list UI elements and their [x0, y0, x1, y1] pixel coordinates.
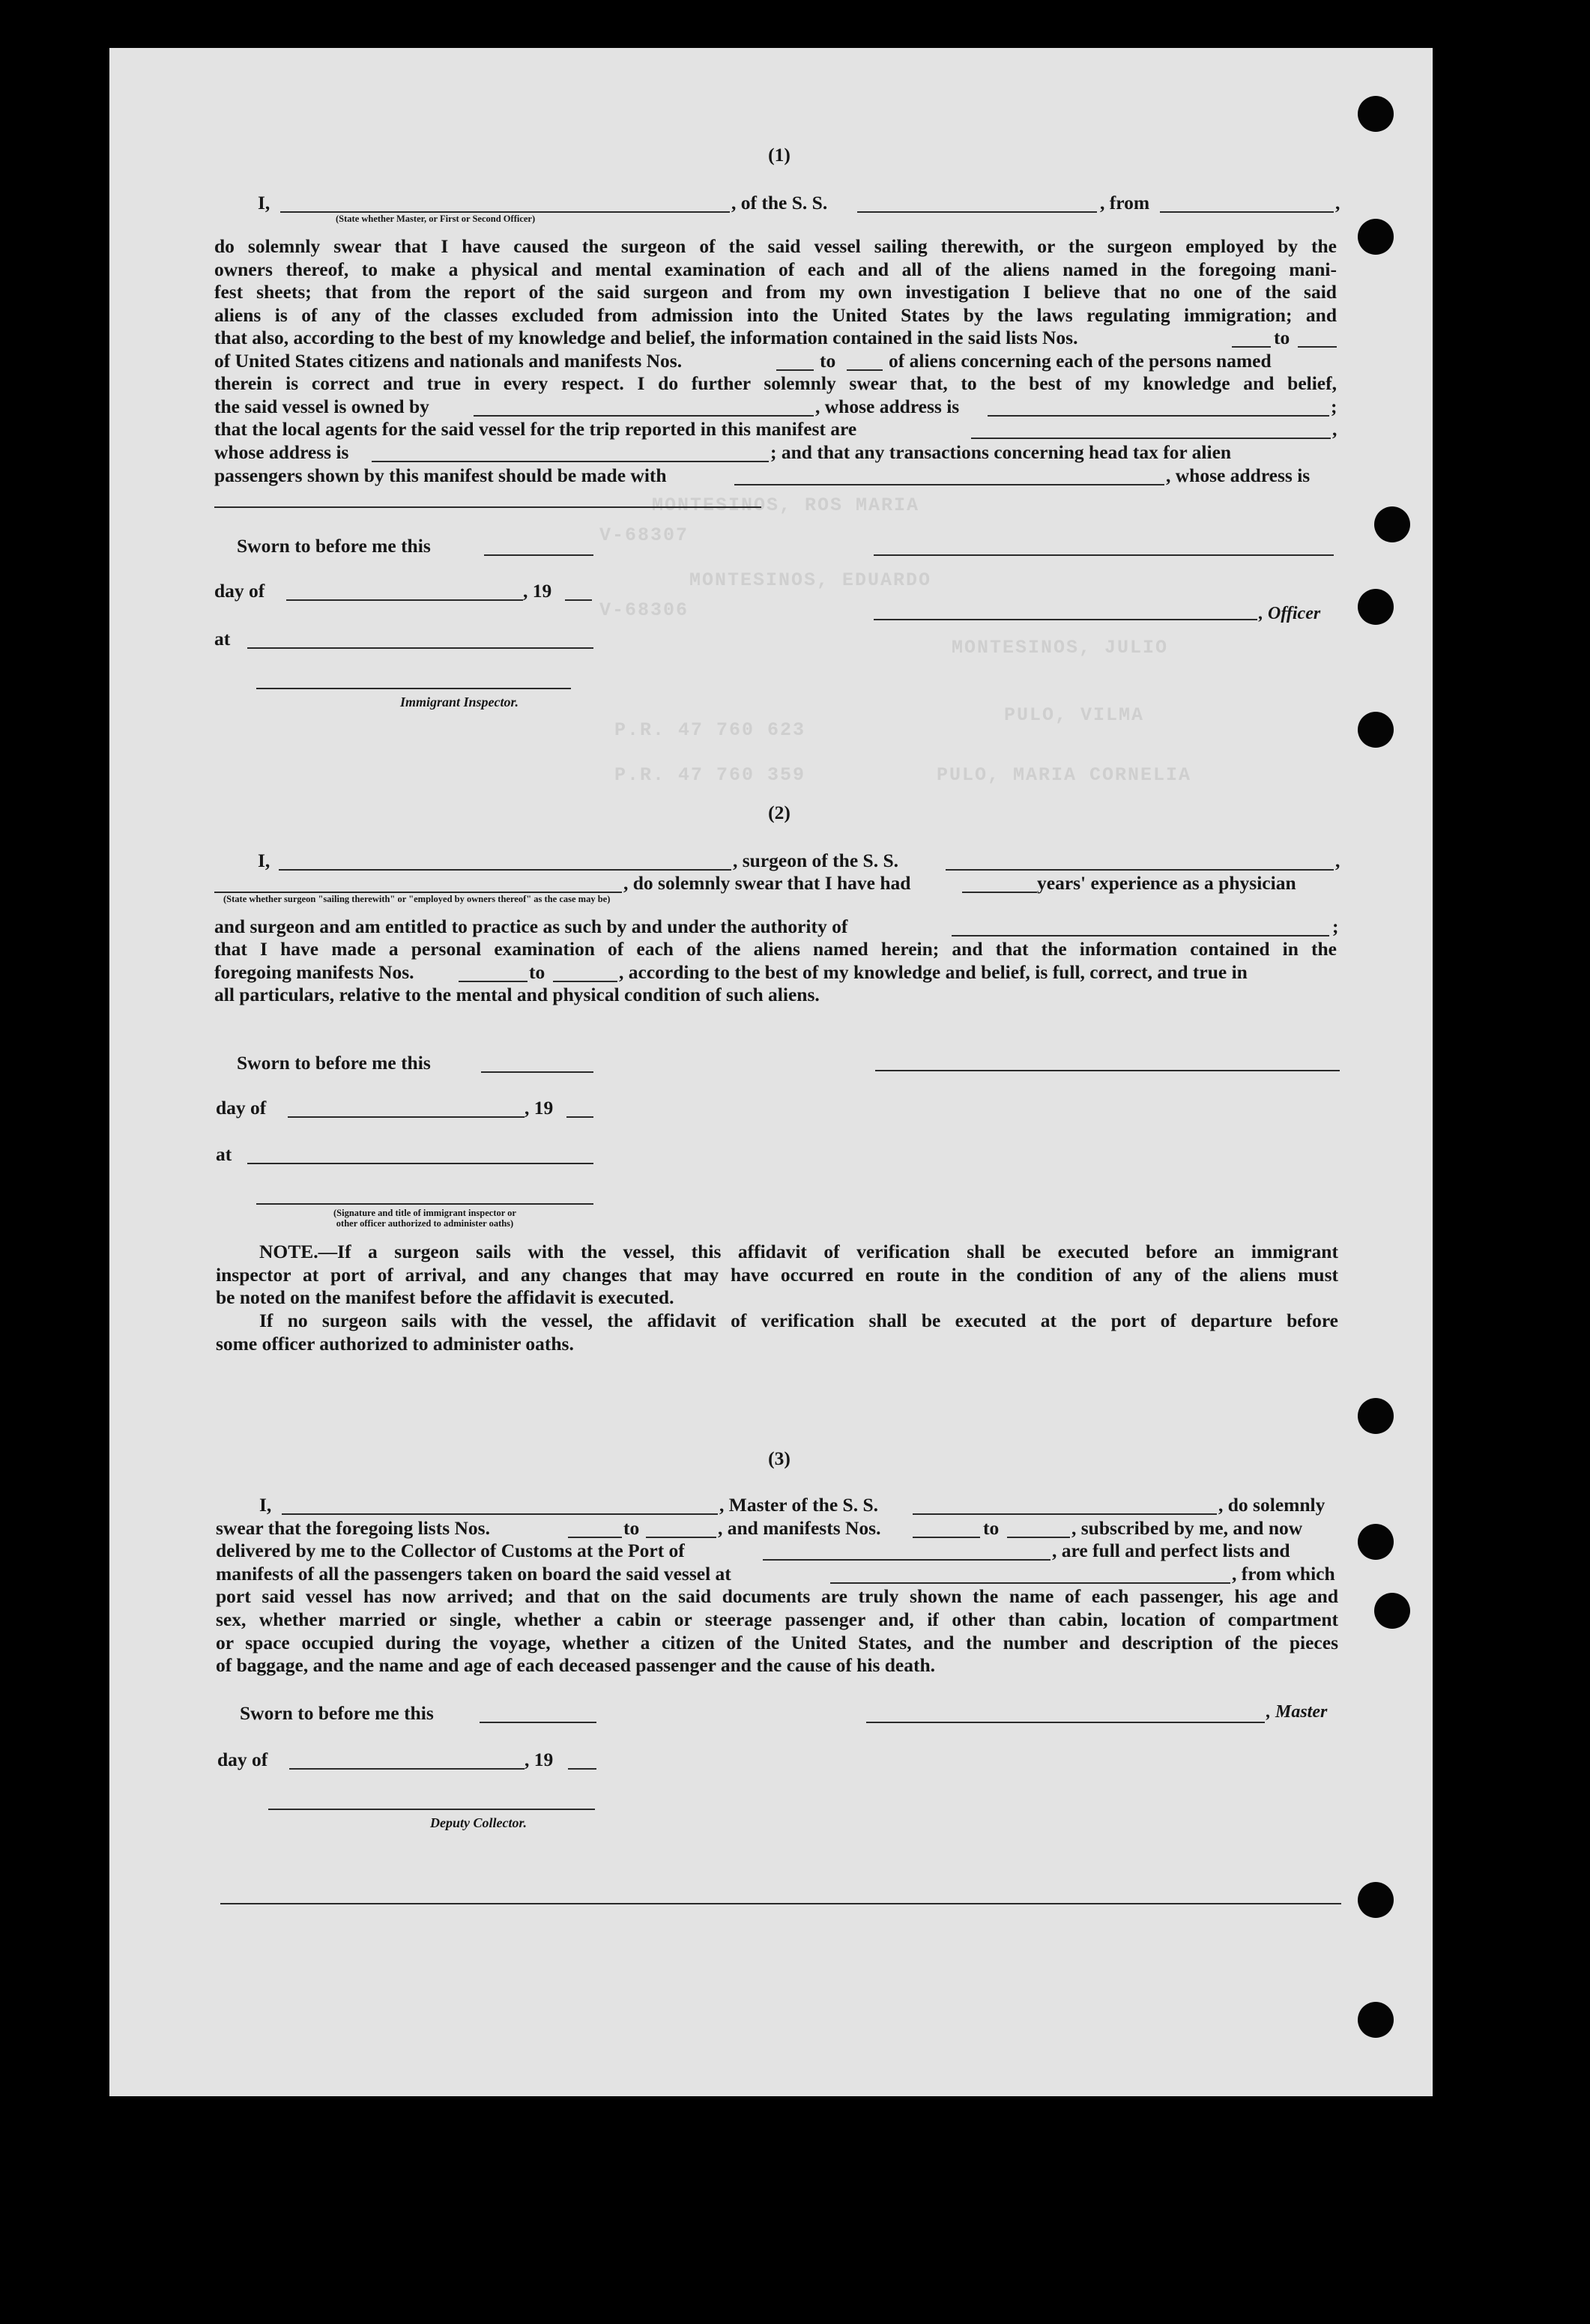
surgeon-manifests-label: foregoing manifests Nos. [214, 961, 414, 983]
administering-officer-signature-line[interactable] [256, 1203, 593, 1205]
at-blank[interactable] [247, 647, 593, 649]
punct: , [1335, 192, 1340, 214]
master-oath-line: port said vessel has now arrived; and that on the said documents are truly shown the name of each passenger, his age and [216, 1585, 1338, 1607]
inspector-signature-line[interactable] [256, 688, 571, 689]
to-label: to [1274, 327, 1290, 348]
authority-blank[interactable] [952, 935, 1329, 936]
sworn-blank[interactable] [481, 1071, 593, 1073]
punch-hole [1374, 506, 1410, 542]
punch-hole [1358, 712, 1394, 748]
punch-hole [1358, 96, 1394, 132]
punct: , [1332, 418, 1337, 440]
year-blank[interactable] [568, 1768, 596, 1770]
surgeon-oath-line: that I have made a personal examination of each of the aliens named herein; and that the information contained in the [214, 938, 1337, 960]
manifests-no-from-blank[interactable] [776, 369, 814, 371]
master-lists-label: swear that the foregoing lists Nos. [216, 1517, 490, 1539]
oath-line: aliens is of any of the classes excluded from admission into the United States by the laws regulating immigration; and [214, 304, 1337, 326]
agents-address-blank[interactable] [372, 461, 769, 462]
punct: ; [1331, 396, 1337, 417]
surgeon-affiant-label: I, [258, 850, 270, 871]
port-label: delivered by me to the Collector of Customs at the Port of [216, 1540, 685, 1561]
punch-hole [1358, 1524, 1394, 1560]
year-blank[interactable] [566, 1116, 593, 1118]
affiant-label: I, [258, 192, 270, 214]
surgeon-vessel-blank[interactable] [946, 869, 1334, 871]
to-label: to [983, 1517, 1000, 1539]
agents-address-label: whose address is [214, 441, 349, 463]
master-oath-line: or space occupied during the voyage, whether a citizen of the United States, and the number and description of the pieces [216, 1632, 1338, 1653]
owner-label: the said vessel is owned by [214, 396, 429, 417]
port-blank[interactable] [763, 1559, 1051, 1561]
punch-hole [1358, 1882, 1394, 1918]
oath-line: of United States citizens and nationals and manifests Nos. [214, 350, 683, 372]
day-of-blank[interactable] [289, 1768, 525, 1770]
from-label: , from [1100, 192, 1150, 214]
to-label: to [820, 350, 836, 372]
note-line: inspector at port of arrival, and any changes that may have occurred en route in the condition of any of the aliens must [216, 1264, 1338, 1286]
surgeon-type-blank[interactable] [214, 892, 622, 893]
section-2-number: (2) [768, 802, 791, 823]
sworn-blank[interactable] [480, 1722, 596, 1723]
at-label: at [214, 628, 231, 650]
lists-no-from-blank[interactable] [1232, 346, 1271, 348]
officer-signature-line[interactable] [874, 619, 1257, 620]
vessel-label: , of the S. S. [731, 192, 828, 214]
master-signature-line[interactable] [866, 1722, 1265, 1723]
affiant-caption: (State whether Master, or First or Second Officer) [336, 214, 536, 224]
from-blank[interactable] [1160, 211, 1334, 213]
master-oath-line: sex, whether married or single, whether a cabin or steerage passenger and, if other than cabin, location of compartment [216, 1609, 1338, 1630]
to-label: to [529, 961, 545, 983]
oath-line: of aliens concerning each of the persons named [889, 350, 1272, 372]
day-of-label: day of [217, 1749, 268, 1770]
at-blank[interactable] [247, 1163, 593, 1164]
agents-blank[interactable] [971, 438, 1331, 439]
signature-caption-1: (Signature and title of immigrant inspector or [333, 1208, 516, 1218]
surgeon-oath-line: all particulars, relative to the mental and physical condition of such aliens. [214, 984, 820, 1005]
years-blank[interactable] [962, 892, 1037, 893]
owner-blank[interactable] [474, 415, 814, 417]
punch-hole [1358, 2002, 1394, 2038]
master-affiant-label: I, [259, 1494, 272, 1516]
surgeon-vessel-label: , surgeon of the S. S. [733, 850, 899, 871]
punch-hole [1374, 1593, 1410, 1629]
deputy-collector-signature-line[interactable] [268, 1809, 595, 1810]
master-manifests-label: , and manifests Nos. [718, 1517, 881, 1539]
head-tax-address-blank[interactable] [214, 506, 761, 508]
sworn-label: Sworn to before me this [237, 1052, 431, 1074]
master-lists-from-blank[interactable] [568, 1537, 622, 1538]
surgeon-manifests-to-blank[interactable] [553, 981, 617, 982]
note-line: If no surgeon sails with the vessel, the affidavit of verification shall be executed at the port of departure before [259, 1310, 1338, 1331]
punch-hole [1358, 219, 1394, 255]
manifests-no-to-blank[interactable] [847, 369, 883, 371]
sworn-label: Sworn to before me this [240, 1702, 434, 1724]
inspector-caption: Immigrant Inspector. [400, 695, 519, 709]
master-label: , Master [1266, 1702, 1328, 1722]
note-line: be noted on the manifest before the affidavit is executed. [216, 1286, 674, 1308]
surgeon-caption: (State whether surgeon "sailing therewith" or "employed by owners thereof" as the case may be) [223, 894, 611, 904]
agents-label: that the local agents for the said vessel for the trip reported in this manifest are [214, 418, 857, 440]
year-blank[interactable] [565, 599, 592, 601]
authority-label: and surgeon and am entitled to practice as such by and under the authority of [214, 916, 848, 937]
surgeon-oath-line: , according to the best of my knowledge and belief, is full, correct, and true in [619, 961, 1248, 983]
sworn-label: Sworn to before me this [237, 535, 431, 557]
bottom-rule [220, 1903, 1341, 1904]
affiant-blank[interactable] [280, 211, 730, 213]
head-tax-blank[interactable] [734, 484, 1164, 485]
note-line: some officer authorized to administer oaths. [216, 1333, 574, 1355]
master-vessel-blank[interactable] [913, 1513, 1217, 1515]
surgeon-name-blank[interactable] [279, 869, 731, 871]
oath-line: fest sheets; that from the report of the said surgeon and from my own investigation I believe that no one of the said [214, 281, 1337, 303]
officer-label: , Officer [1259, 604, 1321, 623]
sworn-blank[interactable] [484, 554, 593, 556]
at-label: at [216, 1143, 232, 1165]
master-oath-line: , are full and perfect lists and [1052, 1540, 1290, 1561]
master-vessel-label: , Master of the S. S. [719, 1494, 879, 1516]
punch-hole [1358, 589, 1394, 625]
lists-no-to-blank[interactable] [1298, 346, 1337, 348]
experience-label: , do solemnly swear that I have had [623, 872, 911, 894]
punch-hole [1358, 1398, 1394, 1434]
note-line: NOTE.—If a surgeon sails with the vessel, this affidavit of verification shall be executed before an immigrant [259, 1241, 1338, 1262]
deputy-collector-caption: Deputy Collector. [430, 1815, 527, 1830]
owner-address-blank[interactable] [988, 415, 1329, 417]
surgeon-signature-line[interactable] [875, 1070, 1340, 1071]
section-3-number: (3) [768, 1447, 791, 1469]
oath-line: ; and that any transactions concerning head tax for alien [770, 441, 1232, 463]
master-oath-line: of baggage, and the name and age of each deceased passenger and the cause of his death. [216, 1654, 936, 1676]
master-lists-to-blank[interactable] [646, 1537, 716, 1538]
owner-address-label: , whose address is [815, 396, 960, 417]
year-label: , 19 [525, 1749, 554, 1770]
day-of-label: day of [216, 1097, 267, 1119]
to-label: to [623, 1517, 640, 1539]
oath-line: do solemnly swear that I have caused the surgeon of the said vessel sailing therewith, or the surgeon employed by the [214, 235, 1337, 257]
punct: ; [1332, 916, 1339, 937]
section-1-number: (1) [768, 144, 791, 166]
master-name-blank[interactable] [282, 1513, 718, 1515]
master-manifests-from-blank[interactable] [913, 1537, 980, 1538]
oath-line: therein is correct and true in every respect. I do further solemnly swear that, to the best of my knowledge and belief, [214, 372, 1337, 394]
head-tax-label: passengers shown by this manifest should be made with [214, 465, 667, 486]
day-of-blank[interactable] [288, 1116, 525, 1118]
oath-line: owners thereof, to make a physical and mental examination of each and all of the aliens named in the foregoing mani- [214, 258, 1337, 280]
vessel-blank[interactable] [857, 211, 1097, 213]
officer-blank-1[interactable] [874, 554, 1334, 556]
head-tax-address-label: , whose address is [1166, 465, 1311, 486]
master-oath-line: , subscribed by me, and now [1071, 1517, 1303, 1539]
year-label: , 19 [523, 580, 552, 602]
master-oath-line: , from which [1232, 1563, 1335, 1585]
punct: , [1335, 850, 1340, 871]
signature-caption-2: other officer authorized to administer oaths) [336, 1218, 514, 1229]
day-of-blank[interactable] [286, 599, 523, 601]
master-oath-line: , do solemnly [1218, 1494, 1325, 1516]
experience-label-2: years' experience as a physician [1037, 872, 1296, 894]
oath-line: that also, according to the best of my knowledge and belief, the information contained in the said lists Nos. [214, 327, 1078, 348]
boarding-port-blank[interactable] [830, 1582, 1230, 1584]
surgeon-manifests-from-blank[interactable] [459, 981, 528, 982]
boarding-port-label: manifests of all the passengers taken on board the said vessel at [216, 1563, 731, 1585]
year-label: , 19 [525, 1097, 554, 1119]
master-manifests-to-blank[interactable] [1007, 1537, 1070, 1538]
day-of-label: day of [214, 580, 265, 602]
